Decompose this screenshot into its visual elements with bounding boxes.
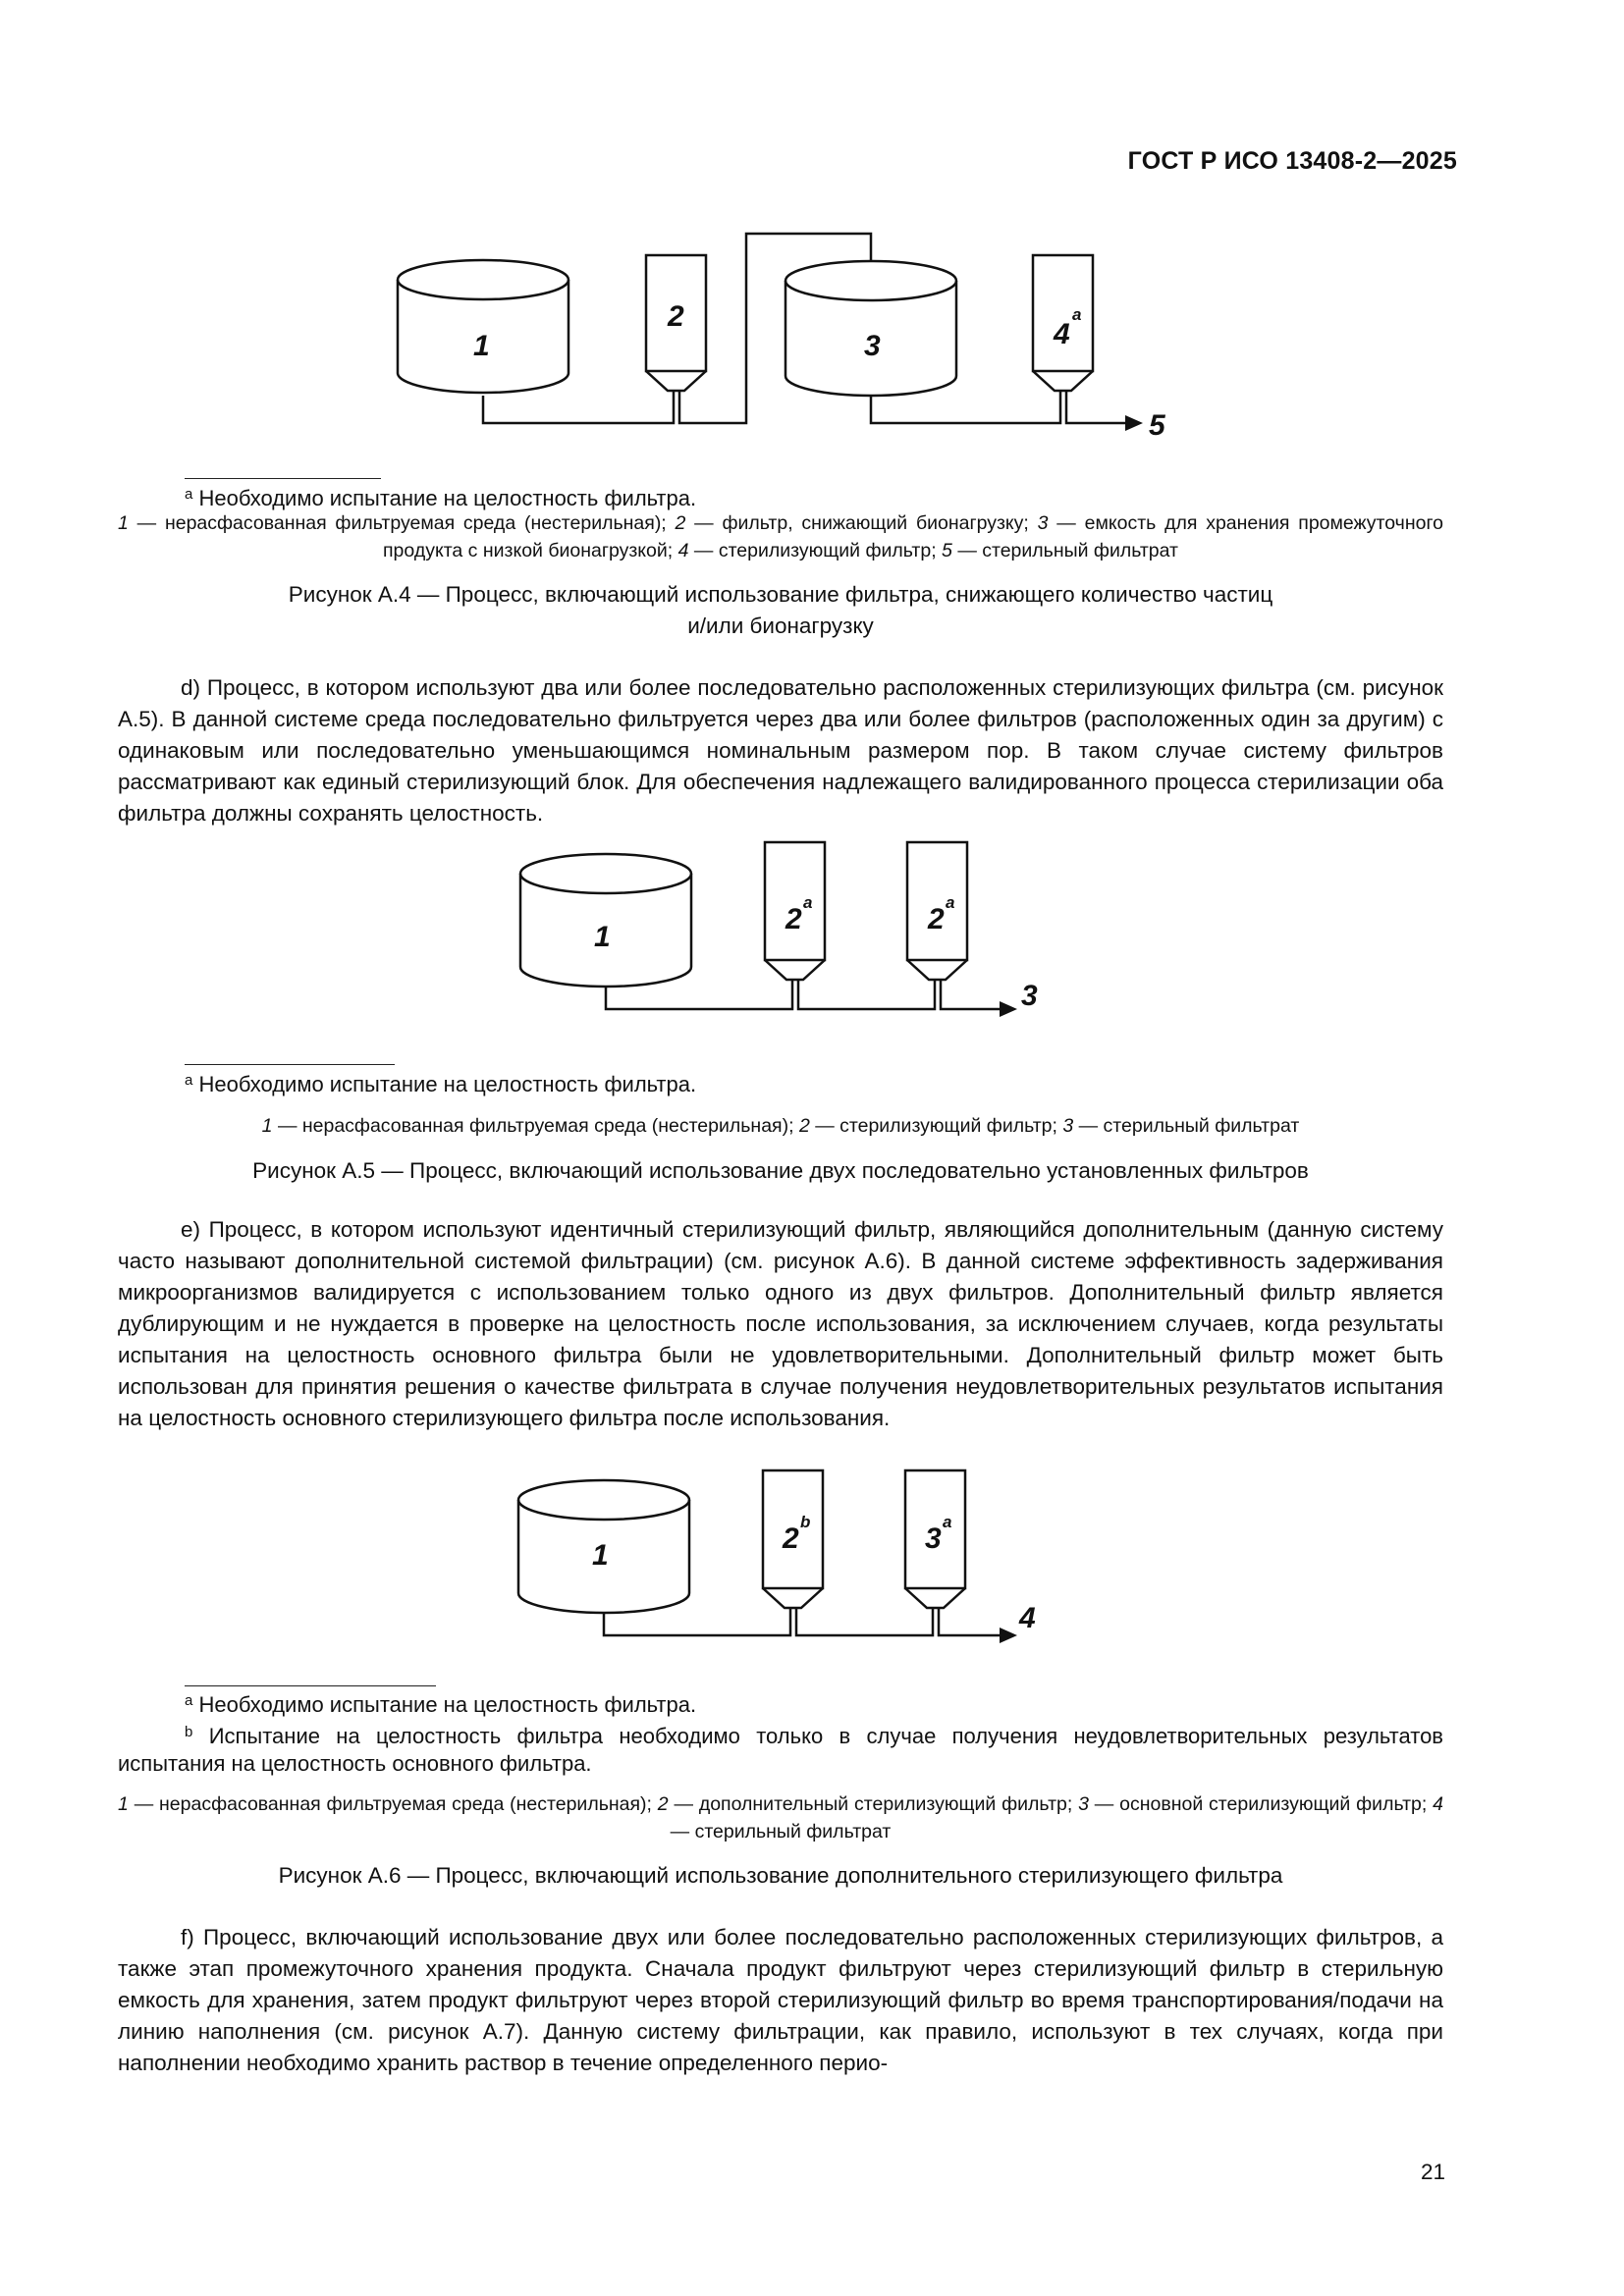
footnote-separator <box>185 1685 436 1686</box>
figure-a4-diagram <box>0 216 1624 452</box>
figure-a5-legend: 1 — нерасфасованная фильтруемая среда (нестерильная); 2 — стерилизующий фильтр; 3 — стерильный фильтрат <box>261 1115 1300 1137</box>
figure-a4-legend: 1 — нерасфасованная фильтруемая среда (нестерильная); 2 — фильтр, снижающий бионагрузку; 3 — емкость для хранения промежуточного продукта с низкой бионагрузкой; 4 — стерилизующий фильтр; 5 — стерильный фильтрат <box>118 512 1443 561</box>
figure-a4-caption: Рисунок А.4 — Процесс, включающий использование фильтра, снижающего количество частиц и/или бионагрузку <box>288 582 1273 638</box>
document-header: ГОСТ Р ИСО 13408-2—2025 <box>1127 147 1457 175</box>
tank-1-top <box>398 260 568 299</box>
page-number: 21 <box>1420 2160 1445 2184</box>
figure-a6-diagram <box>0 1463 1624 1659</box>
filter-2-cone <box>646 371 706 391</box>
tank-3-top <box>785 261 956 300</box>
pipe-2a-to-2b <box>798 980 935 1009</box>
label-4-sup: a <box>1072 305 1082 324</box>
label-2a: 2 <box>785 903 802 935</box>
paragraph-d: d) Процесс, в котором используют два или более последовательно расположенных стерилизующих фильтра (см. рисунок А.5). В данной системе среда последовательно фильтруется через два или более фильтров (расположенных один за другим) с одинаковым или последовательно уменьшающимся номинальным размером пор. В таком случае систему фильтров рассматривают как единый стерилизующий блок. Для обеспечения надлежащего валидированного процесса стерилизации оба фильтра должны сохранять целостность. <box>118 675 1443 826</box>
pipe-1-to-2a <box>606 980 792 1009</box>
filter-2a-housing <box>765 842 825 960</box>
pipe-1-to-2 <box>483 391 674 423</box>
figure-a5-caption: Рисунок А.5 — Процесс, включающий использование двух последовательно установленных фильтров <box>252 1158 1309 1183</box>
label-2a-sup: a <box>803 893 813 912</box>
filter-2-cone <box>763 1588 823 1608</box>
pipe-4-out <box>1066 391 1127 423</box>
figure-a6-legend: 1 — нерасфасованная фильтруемая среда (нестерильная); 2 — дополнительный стерилизующий фильтр; 3 — основной стерилизующий фильтр; 4 — стерильный фильтрат <box>118 1793 1443 1842</box>
label-3: 3 <box>864 330 881 362</box>
label-1: 1 <box>594 921 611 953</box>
label-1: 1 <box>592 1539 609 1572</box>
paragraph-e: e) Процесс, в котором используют идентичный стерилизующий фильтр, являющийся дополнительным (данную систему часто называют дополнительной системой фильтрации) (см. рисунок А.6). В данной системе эффективность задерживания микроорганизмов валидируется с использованием только одного из двух фильтров. Дополнительный фильтр является дублирующим и не нуждается в проверке на целостность после использования, за исключением случаев, когда результаты испытания на целостность основного фильтра были не удовлетворительными. Дополнительный фильтр может быть использован для принятия решения о качестве фильтрата в случае получения неудовлетворительных результатов испытания на целостность основного стерилизующего фильтра после использования. <box>118 1217 1443 1430</box>
label-3-sup: a <box>943 1513 952 1531</box>
arrow-head <box>1000 1628 1017 1643</box>
figure-a5-diagram <box>0 834 1624 1031</box>
label-5: 5 <box>1149 409 1165 442</box>
tank-1-top <box>518 1480 689 1520</box>
label-2b-sup: a <box>946 893 955 912</box>
filter-2a-cone <box>765 960 825 980</box>
filter-4-housing <box>1033 255 1093 371</box>
paragraph-f: f) Процесс, включающий использование двух или более последовательно расположенных стерилизующих фильтров, а также этап промежуточного хранения продукта. Сначала продукт фильтруют через стерилизующий фильтр в стерильную емкость для хранения, затем продукт фильтруют через второй стерилизующий фильтр во время транспортирования/подачи на линию наполнения (см. рисунок А.7). Данную систему фильтрации, как правило, используют в тех случаях, когда при наполнении необходимо хранить раствор в течение определенного перио- <box>118 1925 1443 2075</box>
pipe-2b-out <box>941 980 1001 1009</box>
pipe-2-to-3 <box>796 1608 933 1635</box>
tank-1-top <box>520 854 691 893</box>
arrow-head-4 <box>1125 415 1143 431</box>
label-2: 2 <box>668 300 684 333</box>
label-2b: 2 <box>928 903 945 935</box>
label-4: 4 <box>1019 1602 1036 1634</box>
filter-3-cone <box>905 1588 965 1608</box>
filter-2b-cone <box>907 960 967 980</box>
filter-4-cone <box>1033 371 1093 391</box>
footnote-separator <box>185 1064 395 1065</box>
label-3: 3 <box>1021 980 1038 1012</box>
label-1: 1 <box>473 330 490 362</box>
label-2-sup: b <box>800 1513 811 1531</box>
label-2: 2 <box>783 1522 799 1555</box>
label-4: 4 <box>1054 318 1070 350</box>
footnote-a: $^a$ Необходимо испытание на целостность фильтра. <box>185 1072 697 1096</box>
figure-a6-caption: Рисунок А.6 — Процесс, включающий использование дополнительного стерилизующего фильтра <box>278 1863 1283 1888</box>
footnote-a: $^a$ Необходимо испытание на целостность фильтра. <box>185 486 697 510</box>
footnote-a: $^a$ Необходимо испытание на целостность фильтра. <box>185 1692 697 1717</box>
pipe-3-out <box>939 1608 1001 1635</box>
label-3: 3 <box>925 1522 942 1555</box>
footnote-b: $^b$ Испытание на целостность фильтра необходимо только в случае получения неудовлетворительных результатов испытания на целостность основного фильтра. <box>118 1724 1443 1776</box>
filter-2b-housing <box>907 842 967 960</box>
arrow-head <box>1000 1001 1017 1017</box>
footnote-separator <box>185 478 381 479</box>
